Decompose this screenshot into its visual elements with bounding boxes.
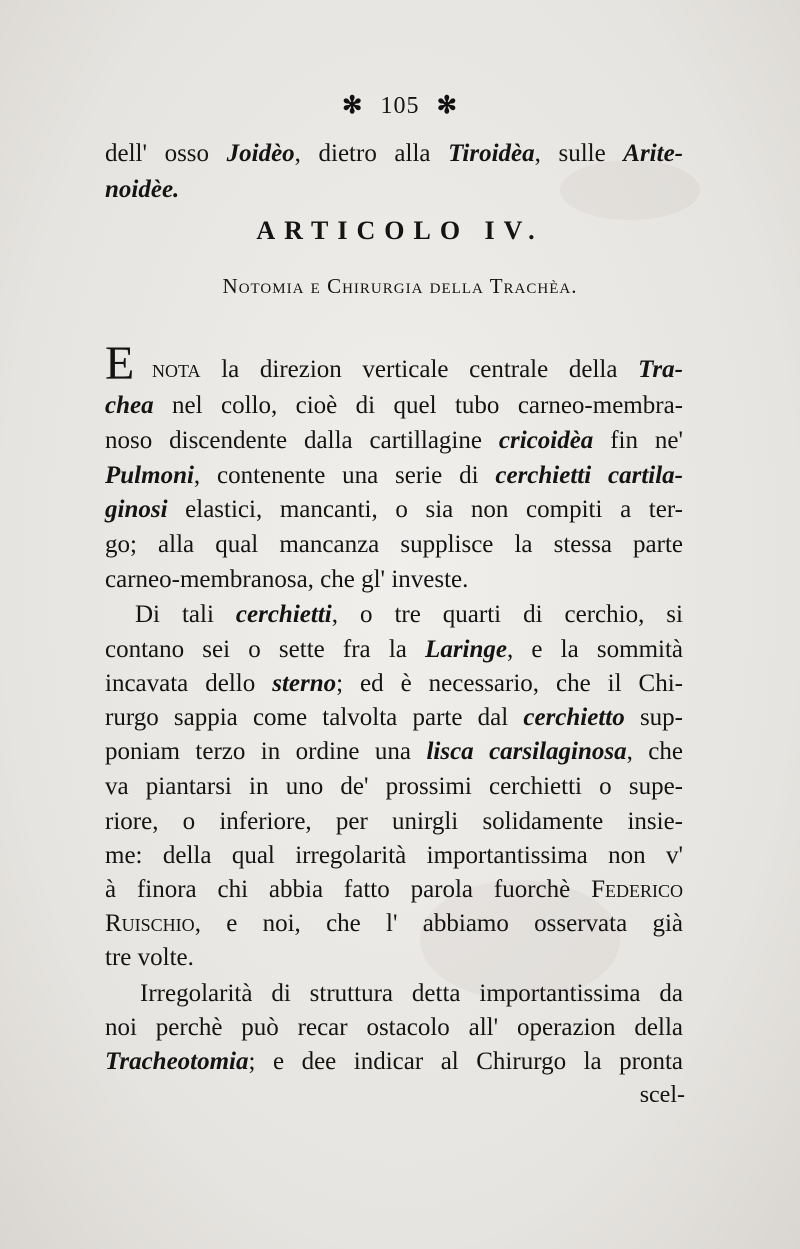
- text-line: Irregolarità di struttura detta importantissima da: [140, 980, 683, 1007]
- page-number: 105: [380, 93, 420, 119]
- text-line: poniam terzo in ordine una lisca carsilaginosa, che: [105, 738, 683, 765]
- text-line: noidèe.: [105, 176, 180, 203]
- text-line: va piantarsi in uno de' prossimi cerchietti o supe-: [105, 773, 683, 800]
- ornament-right-icon: ✻: [436, 90, 458, 119]
- catchword: scel-: [639, 1082, 685, 1108]
- text-line: riore, o inferiore, per unirgli solidamente insie-: [105, 808, 683, 835]
- text-line: noi perchè può recar ostacolo all' operazion della: [105, 1014, 683, 1041]
- page-header: [0, 90, 800, 120]
- drop-cap: E: [105, 337, 135, 390]
- text-line: noso discendente dalla cartillagine cricoidèa fin ne': [105, 427, 683, 454]
- text-line: Di tali cerchietti, o tre quarti di cerchio, si: [135, 601, 683, 628]
- article-title: ARTICOLO IV.: [256, 216, 544, 245]
- text-line: carneo-membranosa, che gl' investe.: [105, 566, 469, 593]
- text-line: ginosi elastici, mancanti, o sia non compiti a ter-: [105, 496, 683, 523]
- text-line: nota la direzion verticale centrale della Tra-: [152, 356, 683, 383]
- text-line: incavata dello sterno; ed è necessario, che il Chi-: [105, 670, 683, 697]
- text-line: tre volte.: [105, 944, 194, 971]
- text-line: chea nel collo, cioè di quel tubo carneo-membra-: [105, 392, 683, 419]
- text-line: Pulmoni, contenente una serie di cerchietti cartila-: [105, 462, 683, 489]
- text-line: go; alla qual mancanza supplisce la stessa parte: [105, 531, 683, 558]
- text-line: me: della qual irregolarità importantissima non v': [105, 842, 683, 869]
- text-line: rurgo sappia come talvolta parte dal cerchietto sup-: [105, 704, 684, 731]
- text-line: Tracheotomia; e dee indicar al Chirurgo la pronta: [105, 1048, 683, 1075]
- article-subtitle: Notomia e Chirurgia della Trachèa.: [222, 274, 578, 298]
- text-line: contano sei o sette fra la Laringe, e la sommità: [105, 636, 684, 663]
- ornament-left-icon: ✻: [342, 90, 364, 119]
- text-line: à finora chi abbia fatto parola fuorchè Federico: [105, 876, 683, 903]
- text-line: dell' osso Joidèo, dietro alla Tiroidèa, sulle Arite-: [105, 140, 683, 167]
- text-line: Ruischio, e noi, che l' abbiamo osservata già: [105, 910, 683, 937]
